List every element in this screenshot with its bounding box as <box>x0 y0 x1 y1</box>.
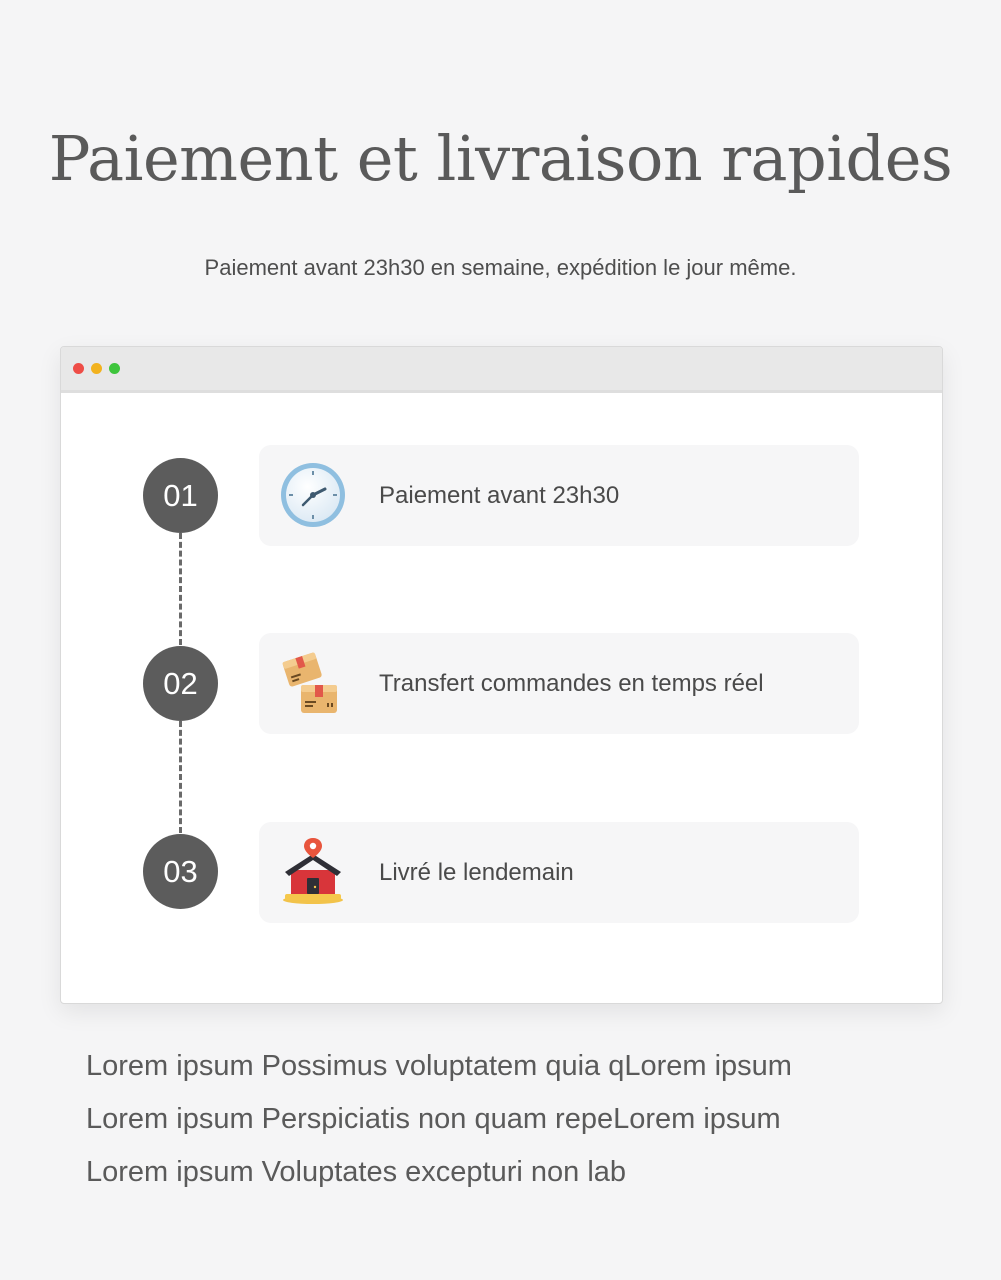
boxes-icon <box>277 647 349 719</box>
close-dot-icon <box>73 363 84 374</box>
body-line-3: Lorem ipsum Voluptates excepturi non lab <box>86 1156 627 1188</box>
minimize-dot-icon <box>91 363 102 374</box>
clock-icon <box>277 459 349 531</box>
page-title: Paiement et livraison rapides <box>48 122 953 195</box>
body-paragraph <box>86 1040 946 1199</box>
body-line-2: Lorem ipsum Perspiciatis non quam repeLorem ipsum <box>86 1103 781 1135</box>
window-titlebar <box>61 347 942 393</box>
step-label-1: Paiement avant 23h30 <box>379 482 620 509</box>
step-card-1 <box>259 445 859 546</box>
step-number-2: 02 <box>143 646 218 721</box>
house-location-icon <box>277 836 349 908</box>
page-subtitle: Paiement avant 23h30 en semaine, expédition le jour même. <box>204 255 797 280</box>
step-number-3: 03 <box>143 834 218 909</box>
body-line-1: Lorem ipsum Possimus voluptatem quia qLorem ipsum <box>86 1050 792 1082</box>
timeline-connector <box>179 721 182 833</box>
step-number-1: 01 <box>143 458 218 533</box>
timeline-connector <box>179 533 182 645</box>
step-card-2 <box>259 633 859 734</box>
step-label-2: Transfert commandes en temps réel <box>379 670 764 697</box>
step-card-3 <box>259 822 859 923</box>
step-label-3: Livré le lendemain <box>379 859 574 886</box>
maximize-dot-icon <box>109 363 120 374</box>
browser-window-mockup <box>60 346 943 1004</box>
